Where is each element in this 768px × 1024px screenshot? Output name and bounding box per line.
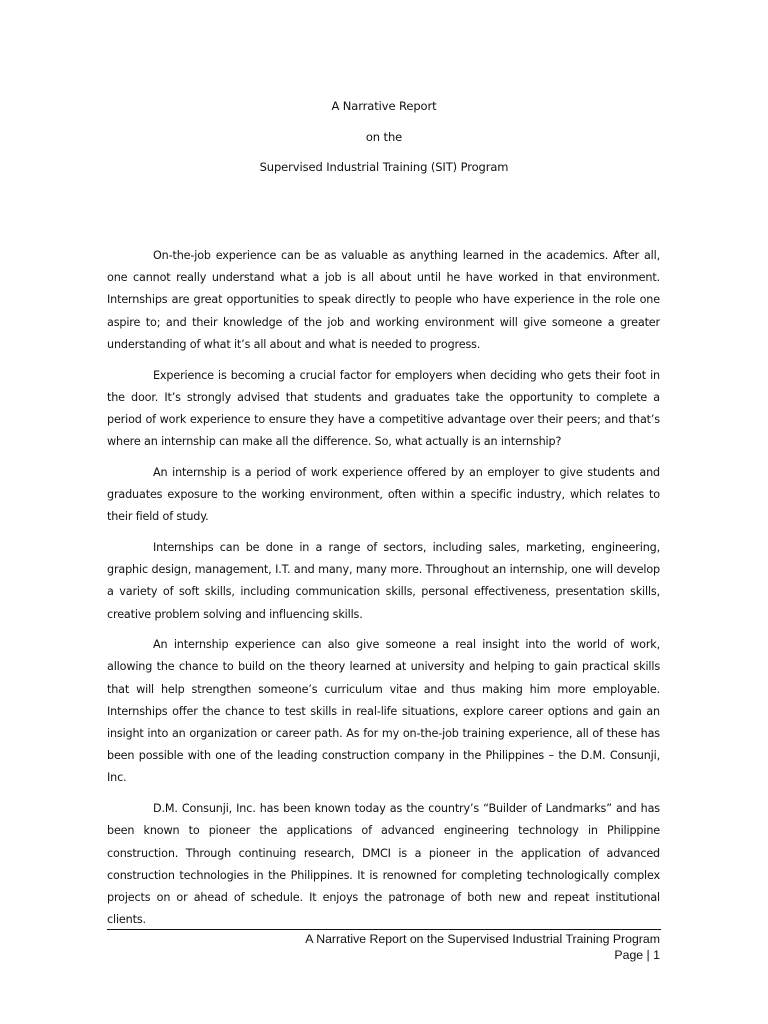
paragraph: On-the-job experience can be as valuable as anything learned in the academics. After all, one cannot really understand what a job is all about until he have worked in that environment. Internships are great opportunities to speak directly to people who have experience in the role one aspire to; and their knowledge of the job and working environment will give someone a greater understanding of what it’s all about and what is needed to progress. — [107, 249, 660, 351]
document-subtitle-on-the: on the — [365, 130, 403, 144]
document-subtitle-program: Supervised Industrial Training (SIT) Program — [259, 160, 509, 174]
paragraph: D.M. Consunji, Inc. has been known today as the country’s “Builder of Landmarks” and has been known to pioneer the applications of advanced engineering technology in Philippine construction. Through continuing research, DMCI is a pioneer in the application of advanced construction technologies in the Philippines. It is renowned for completing technologically complex projects on or ahead of schedule. It enjoys the patronage of both new and repeat institutional clients. — [107, 802, 660, 927]
paragraph: Experience is becoming a crucial factor for employers when deciding who gets their foot in the door. It’s strongly advised that students and graduates take the opportunity to complete a period of work experience to ensure they have a competitive advantage over their peers; and that’s where an internship can make all the difference. So, what actually is an internship? — [107, 368, 660, 449]
page-number: Page | 1 — [614, 948, 660, 962]
footer-divider — [107, 929, 661, 930]
paragraph: An internship experience can also give someone a real insight into the world of work, allowing the chance to build on the theory learned at university and helping to gain practical skills that will help strengthen someone’s curriculum vitae and thus making him more employable. Internships offer the chance to test skills in real-life situations, explore career options and gain an insight into an organization or career path. As for my on-the-job training experience, all of these has been possible with one of the leading construction company in the Philippines – the D.M. Consunji, Inc. — [107, 638, 660, 785]
document-title: A Narrative Report — [331, 99, 437, 113]
paragraph: An internship is a period of work experience offered by an employer to give students and graduates exposure to the working environment, often within a specific industry, which relates to their field of study. — [107, 465, 660, 524]
document-body — [107, 245, 660, 940]
paragraph: Internships can be done in a range of sectors, including sales, marketing, engineering, graphic design, management, I.T. and many, many more. Throughout an internship, one will develop a variety of soft skills, including communication skills, personal effectiveness, presentation skills, creative problem solving and influencing skills. — [107, 540, 660, 621]
footer-title: A Narrative Report on the Supervised Industrial Training Program — [305, 932, 660, 946]
